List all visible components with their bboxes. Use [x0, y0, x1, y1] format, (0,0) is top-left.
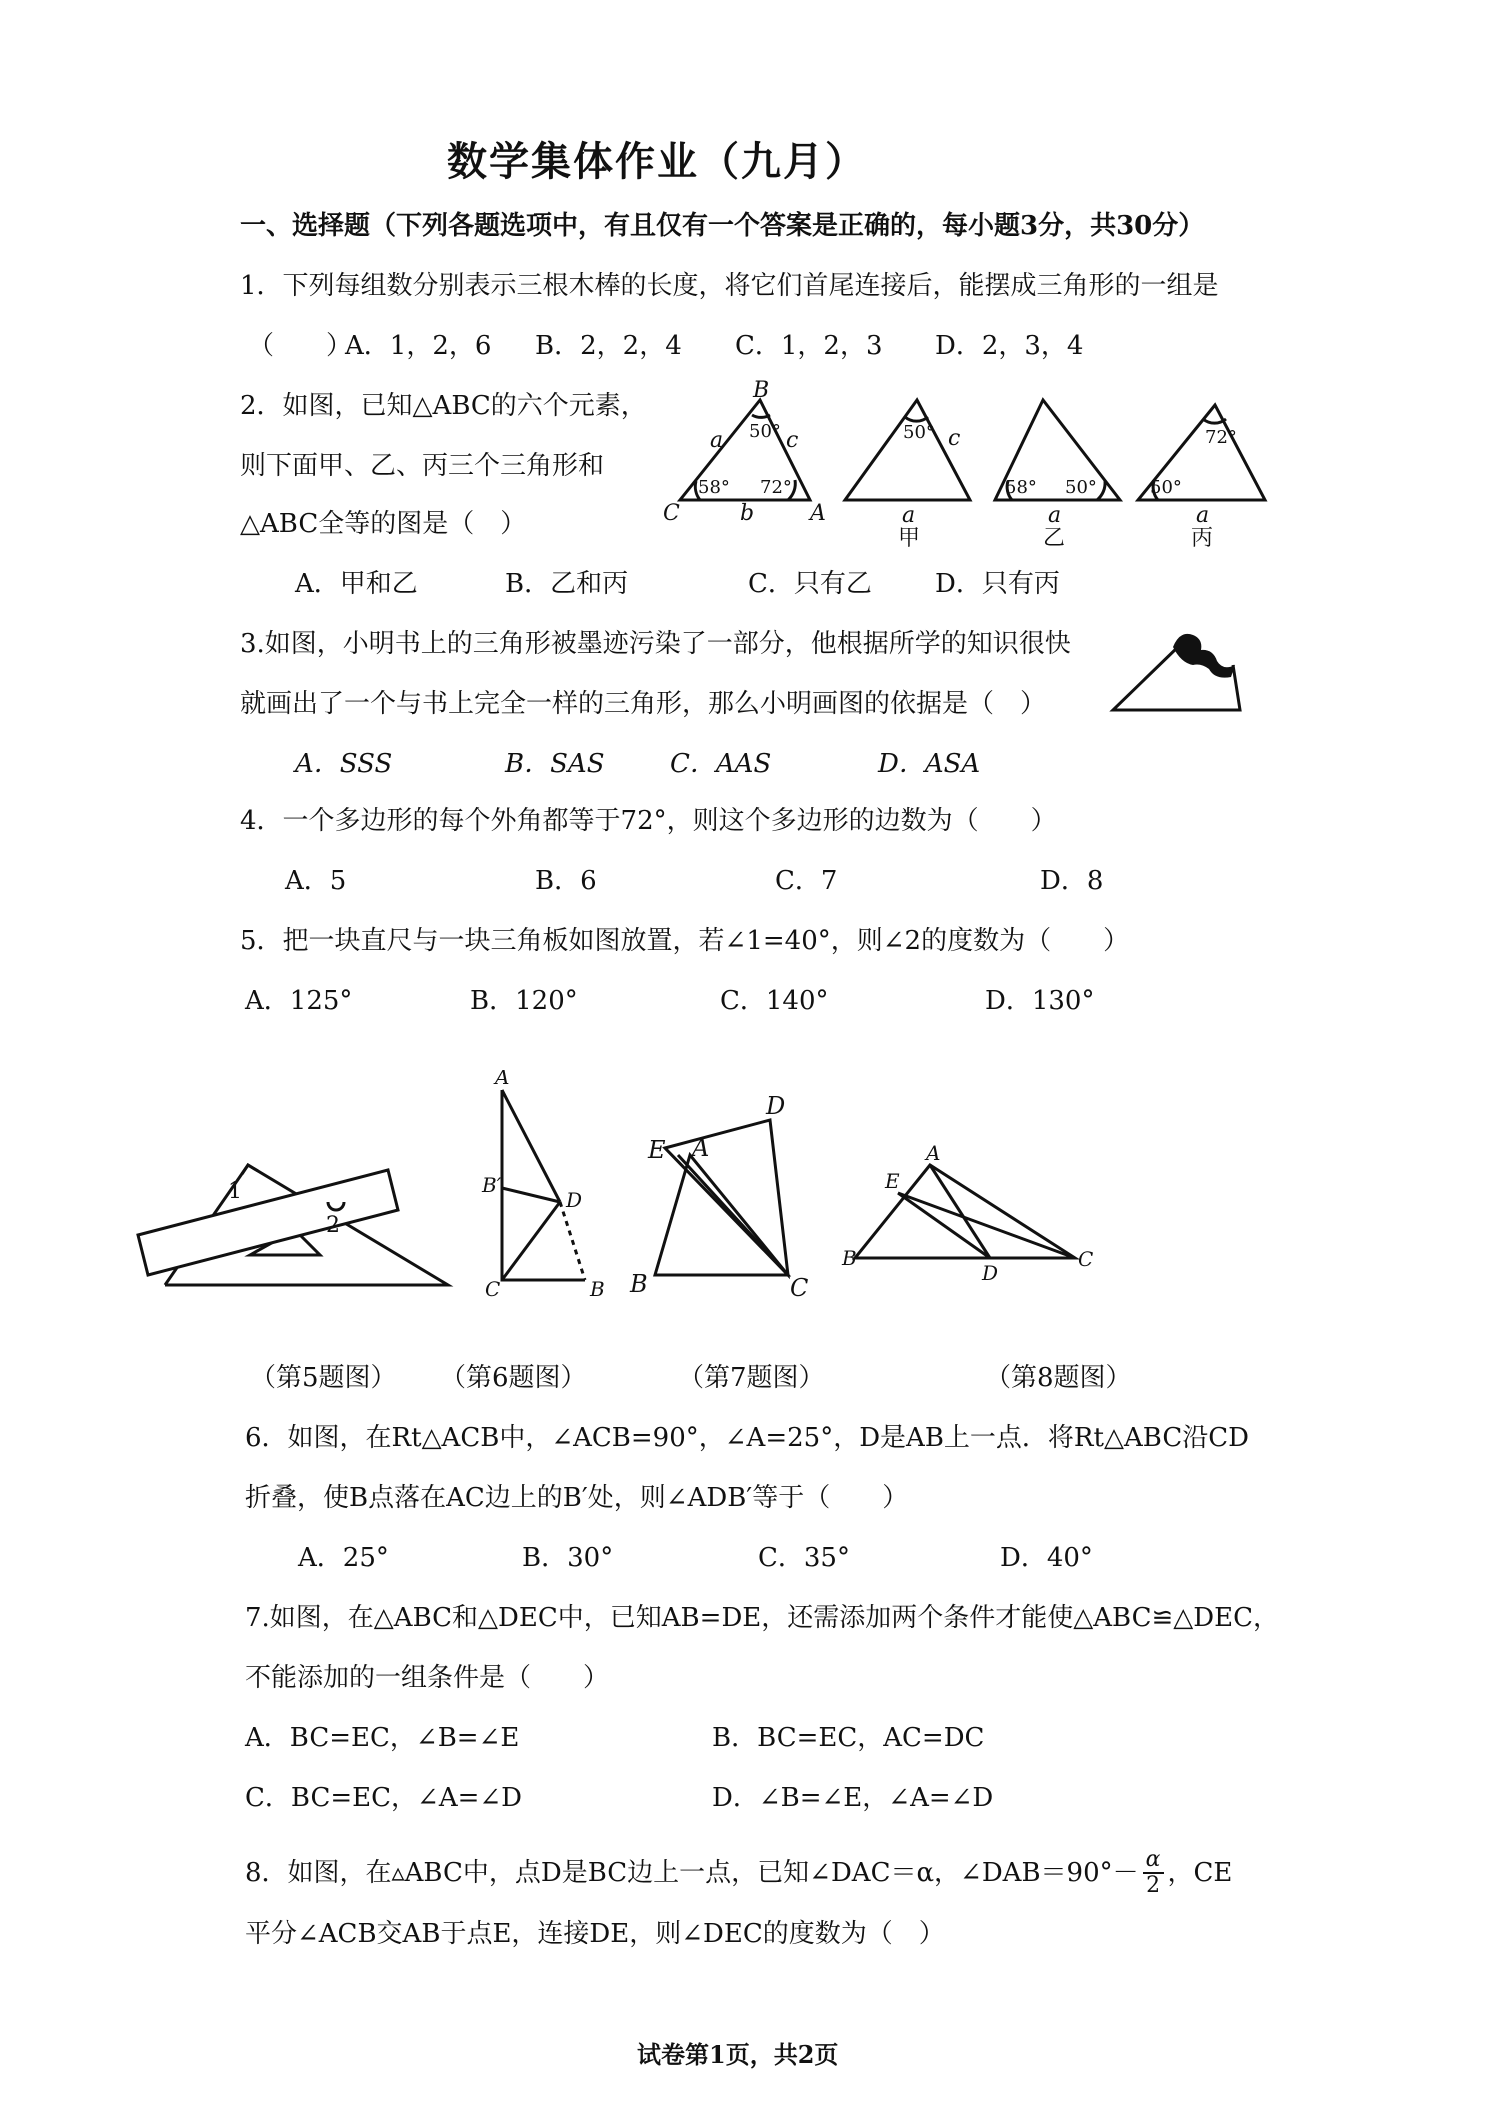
q2-option-d: D．只有丙 [935, 569, 1060, 599]
fig7-label-b: B [630, 1270, 648, 1298]
angle-arc-b [752, 415, 770, 417]
fig7-label-c: C [790, 1274, 809, 1302]
partial-triangle [1113, 645, 1240, 710]
q1-stem: 1．下列每组数分别表示三根木棒的长度，将它们首尾连接后，能摆成三角形的一组是 [240, 271, 1219, 301]
yi-angle-58: 58° [1005, 477, 1037, 498]
q8-line-1 [245, 1848, 1232, 1898]
ruler [138, 1170, 398, 1275]
q7-option-d: D．∠B=∠E，∠A=∠D [712, 1783, 994, 1813]
q5-stem: 5．把一块直尺与一块三角板如图放置，若∠1=40°，则∠2的度数为（ ） [240, 926, 1130, 956]
q1-option-b: B．2，2，4 [535, 331, 682, 361]
q6-option-c: C．35° [758, 1543, 850, 1573]
q6-line-2: 折叠，使B点落在AC边上的B′处，则∠ADB′等于（ ） [245, 1483, 909, 1513]
q2-option-a: A．甲和乙 [295, 569, 418, 599]
yi-side-a: a [1048, 503, 1062, 528]
q3-line-1: 3.如图，小明书上的三角形被墨迹污染了一部分，他根据所学的知识很快 [240, 629, 1071, 659]
q6-option-d: D．40° [1000, 1543, 1093, 1573]
fig6-label-a: A [495, 1070, 510, 1089]
q1-option-c: C．1，2，3 [735, 331, 883, 361]
segment-bpd [502, 1188, 560, 1202]
q8-line-2: 平分∠ACB交AB于点E，连接DE，则∠DEC的度数为（ ） [245, 1919, 945, 1949]
side-b: b [740, 501, 755, 526]
q4-option-a: A．5 [285, 866, 347, 896]
page-title: 数学集体作业（九月） [447, 138, 867, 185]
jia-angle-50: 50° [903, 422, 935, 443]
fig7-label-d: D [766, 1092, 786, 1120]
q3-option-c: C．AAS [670, 749, 772, 779]
side-ad [502, 1090, 560, 1202]
q2-option-c: C．只有乙 [748, 569, 872, 599]
fig6-drawing [502, 1090, 585, 1280]
q6-line-1: 6．如图，在Rt△ACB中，∠ACB=90°，∠A=25°，D是AB上一点．将Rt△ABC沿CD [245, 1423, 1249, 1453]
q5-option-a: A．125° [245, 986, 353, 1016]
q7-option-c: C．BC=EC，∠A=∠D [245, 1783, 523, 1813]
figures-row-clean [130, 1070, 1330, 1320]
bing-angle-50: 50° [1150, 477, 1182, 498]
fig8-label-d: D [982, 1261, 999, 1285]
q5-option-c: C．140° [720, 986, 829, 1016]
fig6-label-c: C [485, 1277, 501, 1301]
q4-option-d: D．8 [1040, 866, 1104, 896]
q8-fraction [1143, 1848, 1164, 1898]
crease-cd [502, 1202, 560, 1280]
triangle-acb-left [502, 1090, 585, 1280]
angle-50: 50° [749, 421, 781, 442]
dashed-db [560, 1202, 585, 1280]
yi-angle-50: 50° [1065, 477, 1097, 498]
q5-option-b: B．120° [470, 986, 578, 1016]
label-bing: 丙 [1191, 526, 1214, 551]
angle-2-label: 2 [326, 1213, 340, 1238]
q2-line-2: 则下面甲、乙、丙三个三角形和 [240, 451, 605, 481]
angle-arc-yi-right [1097, 481, 1105, 500]
fig8-label-e: E [885, 1169, 900, 1193]
segment-ad-8 [930, 1165, 990, 1258]
bing-side-a: a [1196, 503, 1210, 528]
q7-option-b: B．BC=EC，AC=DC [712, 1723, 985, 1753]
q1-option-d: D．2，3，4 [935, 331, 1084, 361]
angle-1-label: 1 [228, 1179, 242, 1204]
label-jia: 甲 [898, 526, 921, 551]
q8-line-1-tail: ，CE [1167, 1858, 1233, 1888]
bing-angle-72: 72° [1205, 427, 1237, 448]
q4-option-c: C．7 [775, 866, 838, 896]
fig8-label-a: A [926, 1141, 941, 1165]
q5-option-d: D．130° [985, 986, 1095, 1016]
q8-line-1-text: 8．如图，在▵ABC中，点D是BC边上一点，已知∠DAC＝α，∠DAB＝90°－ [245, 1858, 1139, 1888]
ink-blot [1173, 634, 1235, 678]
segment-de-8 [898, 1193, 990, 1258]
q8-frac-den: 2 [1146, 1873, 1161, 1898]
fig8-label-c: C [1078, 1247, 1094, 1271]
q7-line-1: 7.如图，在△ABC和△DEC中，已知AB=DE，还需添加两个条件才能使△ABC≌△DEC， [245, 1603, 1280, 1633]
segment-ac-7 [678, 1155, 788, 1275]
angle-58: 58° [698, 477, 730, 498]
jia-side-c: c [948, 426, 961, 451]
q2-line-3: △ABC全等的图是（ ） [240, 509, 527, 539]
q7-line-2: 不能添加的一组条件是（ ） [245, 1663, 610, 1693]
q3-option-d: D．ASA [878, 749, 981, 779]
triangle-abc-7 [655, 1155, 788, 1275]
angle-arc-jia [905, 417, 928, 421]
q3-option-a: A．SSS [295, 749, 393, 779]
label-c: C [663, 501, 680, 526]
q6-option-b: B．30° [522, 1543, 614, 1573]
page-footer: 试卷第1页，共2页 [637, 2040, 839, 2069]
caption-fig8: （第8题图） [985, 1363, 1132, 1393]
q2-option-b: B．乙和丙 [505, 569, 629, 599]
q8-frac-num: α [1143, 1848, 1164, 1874]
label-yi: 乙 [1043, 526, 1066, 551]
caption-fig5: （第5题图） [250, 1363, 397, 1393]
right-angle-mark [242, 1165, 258, 1174]
q2-line-1: 2．如图，已知△ABC的六个元素， [240, 391, 647, 421]
angle-72: 72° [760, 477, 792, 498]
label-b: B [753, 378, 770, 403]
q1-option-a: A．1，2，6 [345, 331, 492, 361]
side-a: a [710, 428, 724, 453]
q7-option-a: A．BC=EC，∠B=∠E [245, 1723, 520, 1753]
jia-side-a: a [902, 503, 916, 528]
fig7-label-a: A [692, 1134, 710, 1162]
label-a: A [810, 501, 826, 526]
side-c: c [786, 428, 799, 453]
caption-fig7: （第7题图） [678, 1363, 825, 1393]
fig8-label-b: B [842, 1246, 857, 1270]
section-heading: 一、选择题（下列各题选项中，有且仅有一个答案是正确的，每小题3分，共30分） [240, 211, 1205, 241]
fig6-label-b: B [590, 1277, 605, 1301]
q3-figure [1105, 625, 1255, 720]
fig5-drawing [138, 1165, 448, 1285]
fig6-label-d: D [566, 1188, 583, 1212]
fig7-label-e: E [648, 1136, 666, 1164]
q3-option-b: B．SAS [505, 749, 605, 779]
q2-figure [660, 375, 1280, 555]
q4-option-b: B．6 [535, 866, 597, 896]
q4-stem: 4．一个多边形的每个外角都等于72°，则这个多边形的边数为（ ） [240, 806, 1057, 836]
q1-paren: （ ） [248, 331, 353, 361]
caption-fig6: （第6题图） [440, 1363, 587, 1393]
q3-line-2: 就画出了一个与书上完全一样的三角形，那么小明画图的依据是（ ） [240, 689, 1047, 719]
q6-option-a: A．25° [298, 1543, 389, 1573]
fig7-drawing [655, 1120, 788, 1275]
angle-arc-bing-top [1203, 419, 1226, 423]
fig6-label-bp: B′ [482, 1173, 502, 1197]
